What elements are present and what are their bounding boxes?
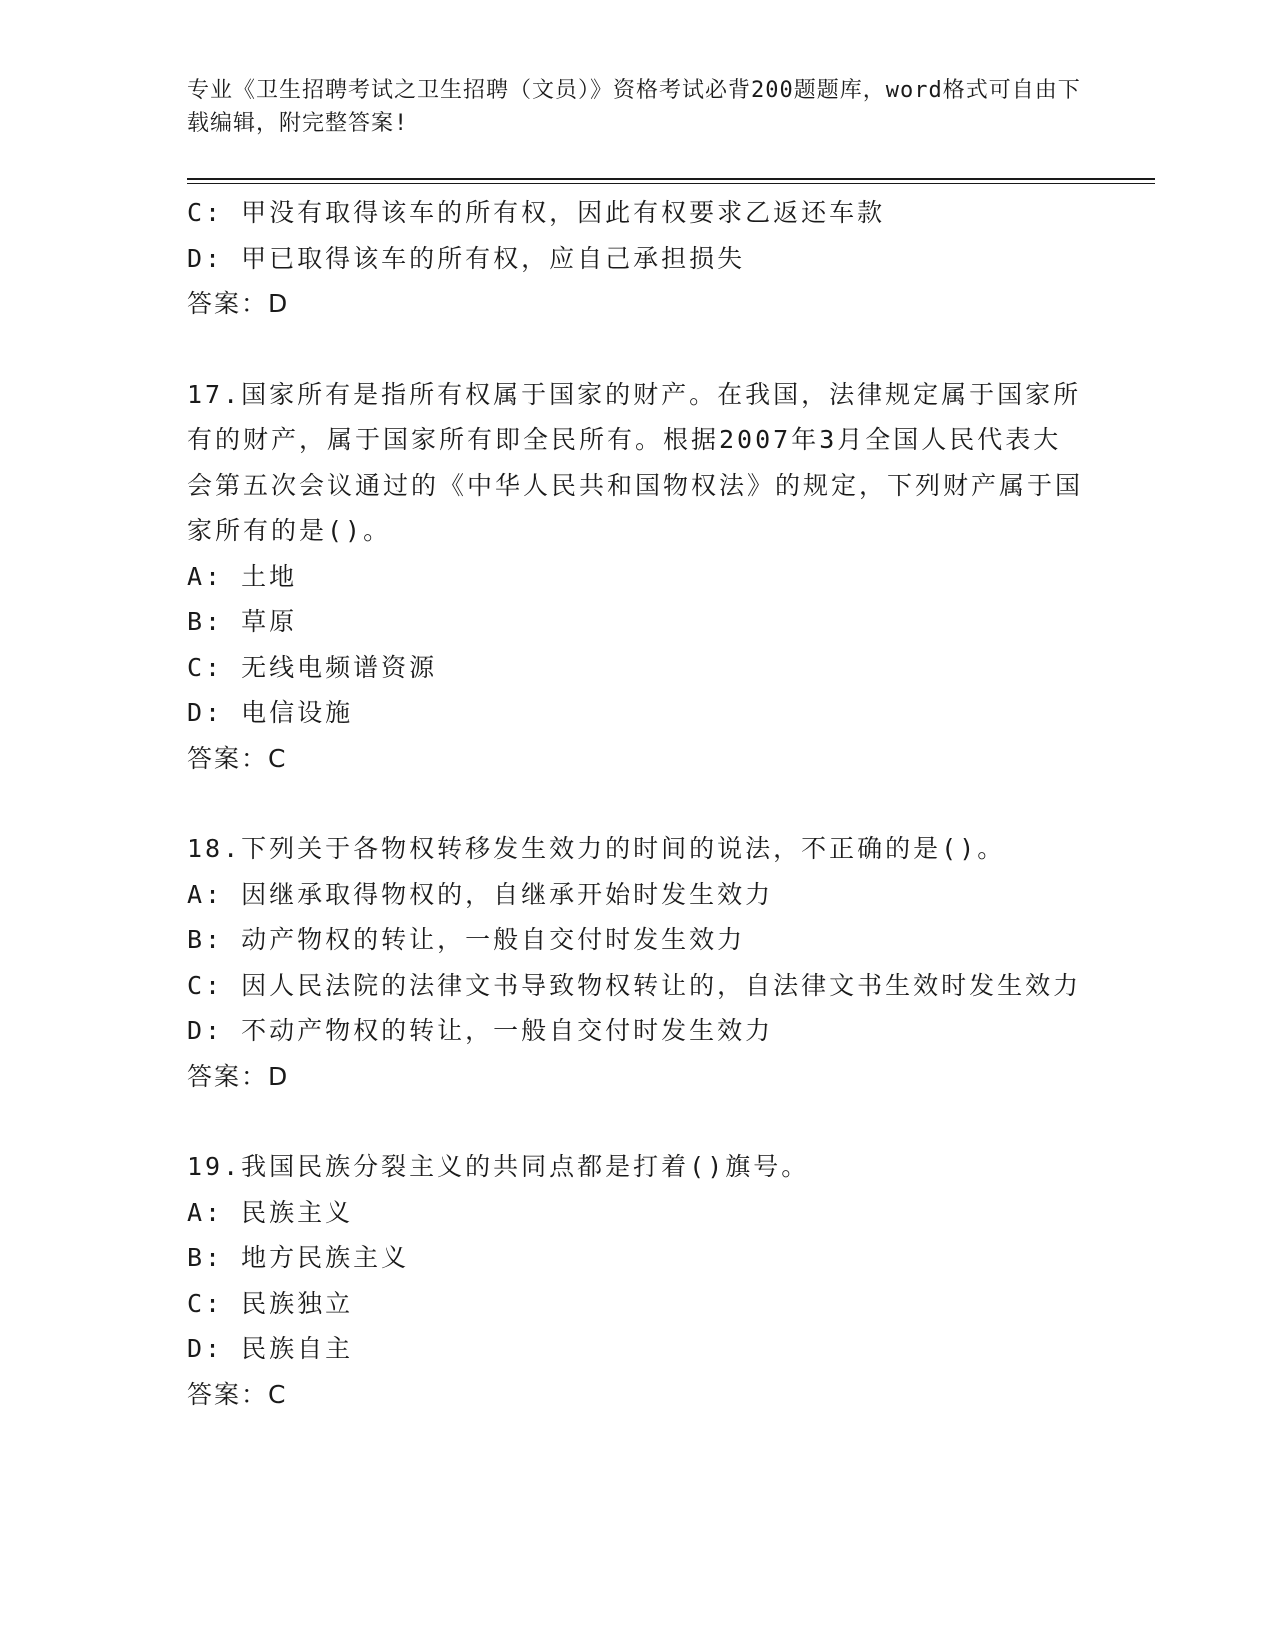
option-a: A: 土地 <box>187 561 298 591</box>
question-19 <box>187 1144 1087 1417</box>
option-d: D: 不动产物权的转让，一般自交付时发生效力 <box>187 1016 774 1045</box>
header-divider <box>187 178 1155 184</box>
option-b: B: 草原 <box>187 607 298 636</box>
document-body <box>187 190 1087 1417</box>
continued-question <box>187 190 1087 327</box>
option-c: C: 因人民法院的法律文书导致物权转让的，自法律文书生效时发生效力 <box>187 970 1082 1000</box>
answer-line: 答案：C <box>187 1379 288 1409</box>
answer-line: 答案：C <box>187 743 288 773</box>
answer-line: 答案：D <box>187 1061 290 1091</box>
option-d: D: 电信设施 <box>187 698 354 727</box>
option-b: B: 动产物权的转让，一般自交付时发生效力 <box>187 925 746 954</box>
question-stem: 19.我国民族分裂主义的共同点都是打着()旗号。 <box>187 1152 810 1181</box>
question-stem: 18.下列关于各物权转移发生效力的时间的说法，不正确的是()。 <box>187 834 1006 863</box>
question-17 <box>187 372 1087 782</box>
question-18 <box>187 826 1087 1099</box>
option-d: D: 甲已取得该车的所有权，应自己承担损失 <box>187 243 746 273</box>
answer-line: 答案：D <box>187 289 290 318</box>
header-title: 专业《卫生招聘考试之卫生招聘（文员）》资格考试必背200题题库，word格式可自由下载编辑，附完整答案! <box>187 78 1081 136</box>
page-header <box>187 74 1087 140</box>
question-stem: 17.国家所有是指所有权属于国家的财产。在我国，法律规定属于国家所有的财产，属于国家所有即全民所有。根据2007年3月全国人民代表大会第五次会议通过的《中华人民共和国物权法》的规定，下列财产属于国家所有的是()。 <box>187 379 1084 545</box>
option-b: B: 地方民族主义 <box>187 1243 410 1272</box>
option-d: D: 民族自主 <box>187 1334 354 1363</box>
option-c: C: 无线电频谱资源 <box>187 652 438 682</box>
option-c: C: 民族独立 <box>187 1288 354 1318</box>
option-a: A: 因继承取得物权的，自继承开始时发生效力 <box>187 879 774 909</box>
option-c: C: 甲没有取得该车的所有权，因此有权要求乙返还车款 <box>187 198 886 227</box>
option-a: A: 民族主义 <box>187 1197 354 1227</box>
